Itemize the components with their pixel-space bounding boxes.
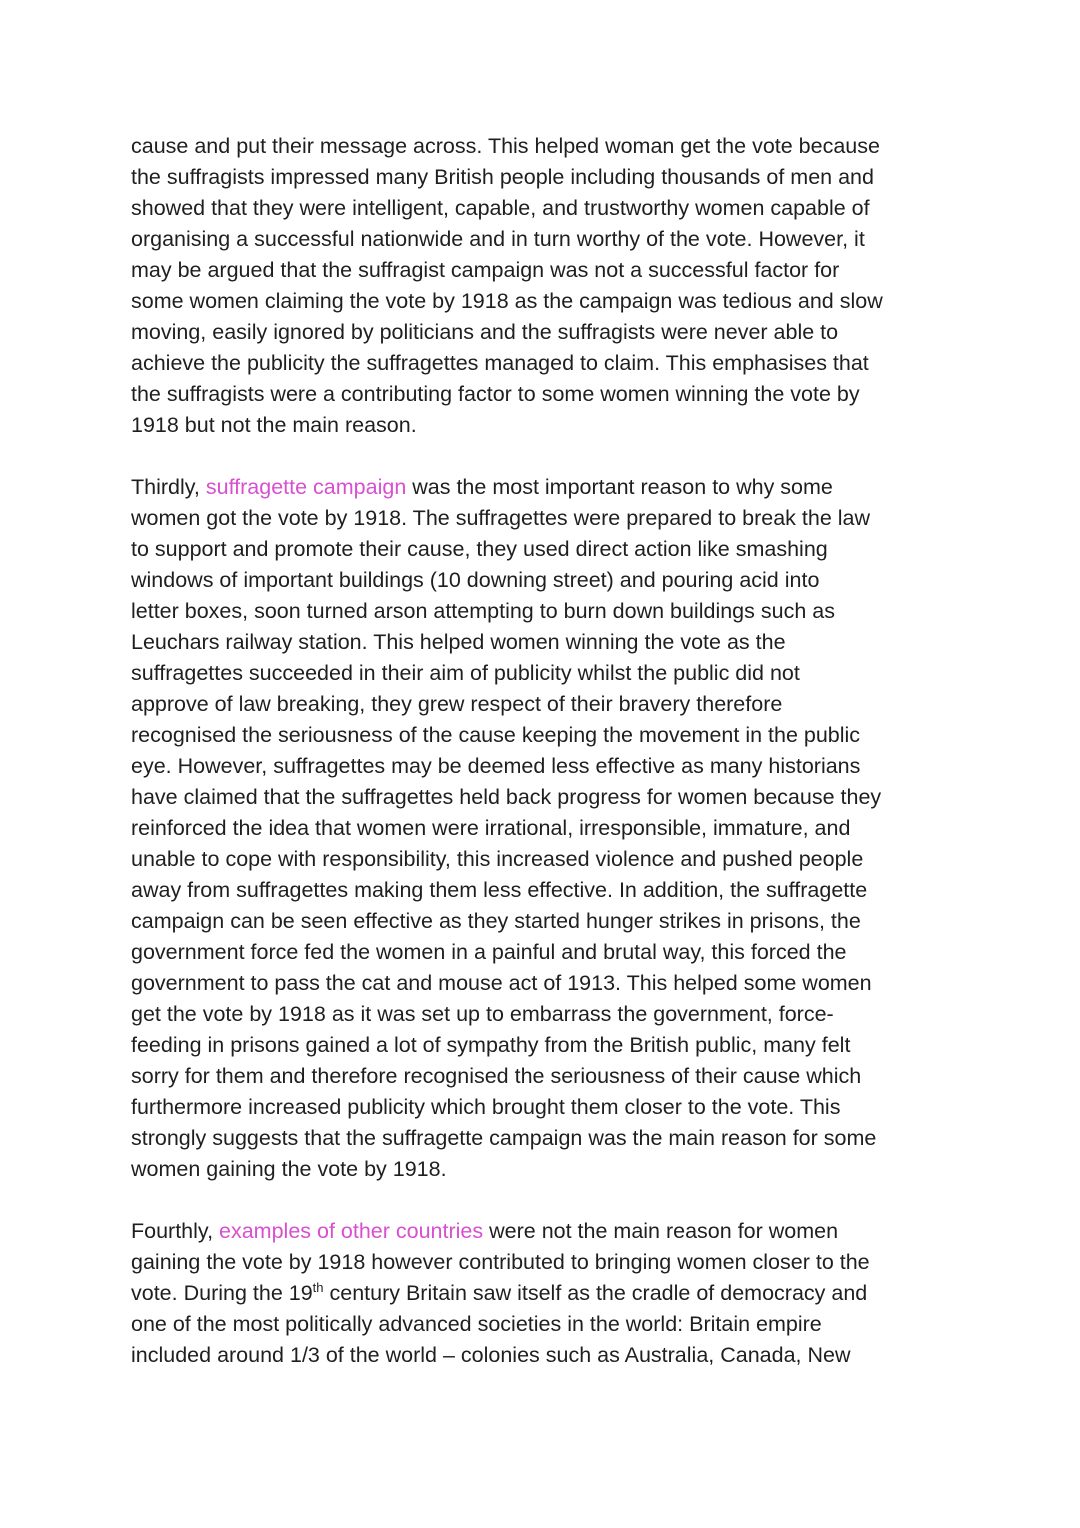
text-line: recognised the seriousness of the cause keeping the movement in the public — [131, 723, 861, 747]
text-line: eye. However, suffragettes may be deemed less effective as many historians — [131, 754, 861, 778]
text-line: showed that they were intelligent, capable, and trustworthy women capable of — [131, 196, 870, 220]
line-text: vote. During the 19 — [131, 1281, 313, 1305]
text-line — [131, 472, 951, 503]
text-line: government force fed the women in a painful and brutal way, this forced the — [131, 940, 847, 964]
text-line: furthermore increased publicity which brought them closer to the vote. This — [131, 1095, 841, 1119]
text-line: included around 1/3 of the world – colonies such as Australia, Canada, New — [131, 1343, 851, 1367]
line-text: Thirdly, — [131, 475, 206, 499]
text-line — [131, 1216, 951, 1247]
text-line: get the vote by 1918 as it was set up to embarrass the government, force- — [131, 1002, 834, 1026]
text-line: moving, easily ignored by politicians and the suffragists were never able to — [131, 320, 839, 344]
document-page — [131, 131, 951, 1402]
text-line: to support and promote their cause, they used direct action like smashing — [131, 537, 828, 561]
ordinal-superscript: th — [312, 1280, 324, 1295]
text-line: sorry for them and therefore recognised the seriousness of their cause which — [131, 1064, 862, 1088]
text-line: away from suffragettes making them less effective. In addition, the suffragette — [131, 878, 868, 902]
line-text: was the most important reason to why some — [406, 475, 833, 499]
paragraph-suffragists — [131, 131, 951, 441]
text-line: government to pass the cat and mouse act of 1913. This helped some women — [131, 971, 872, 995]
text-line: strongly suggests that the suffragette campaign was the main reason for some — [131, 1126, 877, 1150]
paragraph-suffragettes — [131, 472, 951, 1185]
text-line: women gaining the vote by 1918. — [131, 1157, 447, 1181]
text-line: the suffragists were a contributing factor to some women winning the vote by — [131, 382, 860, 406]
text-line: women got the vote by 1918. The suffragettes were prepared to break the law — [131, 506, 871, 530]
text-line: campaign can be seen effective as they started hunger strikes in prisons, the — [131, 909, 861, 933]
text-line: approve of law breaking, they grew respect of their bravery therefore — [131, 692, 783, 716]
text-line: Leuchars railway station. This helped women winning the vote as the — [131, 630, 786, 654]
text-line: unable to cope with responsibility, this increased violence and pushed people — [131, 847, 864, 871]
text-line: feeding in prisons gained a lot of sympathy from the British public, many felt — [131, 1033, 851, 1057]
text-line: one of the most politically advanced societies in the world: Britain empire — [131, 1312, 822, 1336]
text-line: have claimed that the suffragettes held back progress for women because they — [131, 785, 882, 809]
text-line: some women claiming the vote by 1918 as the campaign was tedious and slow — [131, 289, 883, 313]
highlighted-term: examples of other countries — [219, 1219, 484, 1243]
line-text: Fourthly, — [131, 1219, 220, 1243]
line-text: century Britain saw itself as the cradle of democracy and — [323, 1281, 868, 1305]
line-text: were not the main reason for women — [483, 1219, 839, 1243]
text-line: suffragettes succeeded in their aim of publicity whilst the public did not — [131, 661, 800, 685]
text-line — [131, 1278, 951, 1309]
text-line: organising a successful nationwide and in turn worthy of the vote. However, it — [131, 227, 865, 251]
text-line: 1918 but not the main reason. — [131, 413, 417, 437]
paragraph-other-countries — [131, 1216, 951, 1371]
text-line: the suffragists impressed many British people including thousands of men and — [131, 165, 874, 189]
text-line: may be argued that the suffragist campaign was not a successful factor for — [131, 258, 840, 282]
text-line: windows of important buildings (10 downing street) and pouring acid into — [131, 568, 820, 592]
text-line: achieve the publicity the suffragettes managed to claim. This emphasises that — [131, 351, 869, 375]
text-line: gaining the vote by 1918 however contributed to bringing women closer to the — [131, 1250, 870, 1274]
text-line: letter boxes, soon turned arson attempting to burn down buildings such as — [131, 599, 835, 623]
text-line: reinforced the idea that women were irrational, irresponsible, immature, and — [131, 816, 851, 840]
text-line: cause and put their message across. This helped woman get the vote because — [131, 134, 880, 158]
highlighted-term: suffragette campaign — [205, 475, 407, 499]
